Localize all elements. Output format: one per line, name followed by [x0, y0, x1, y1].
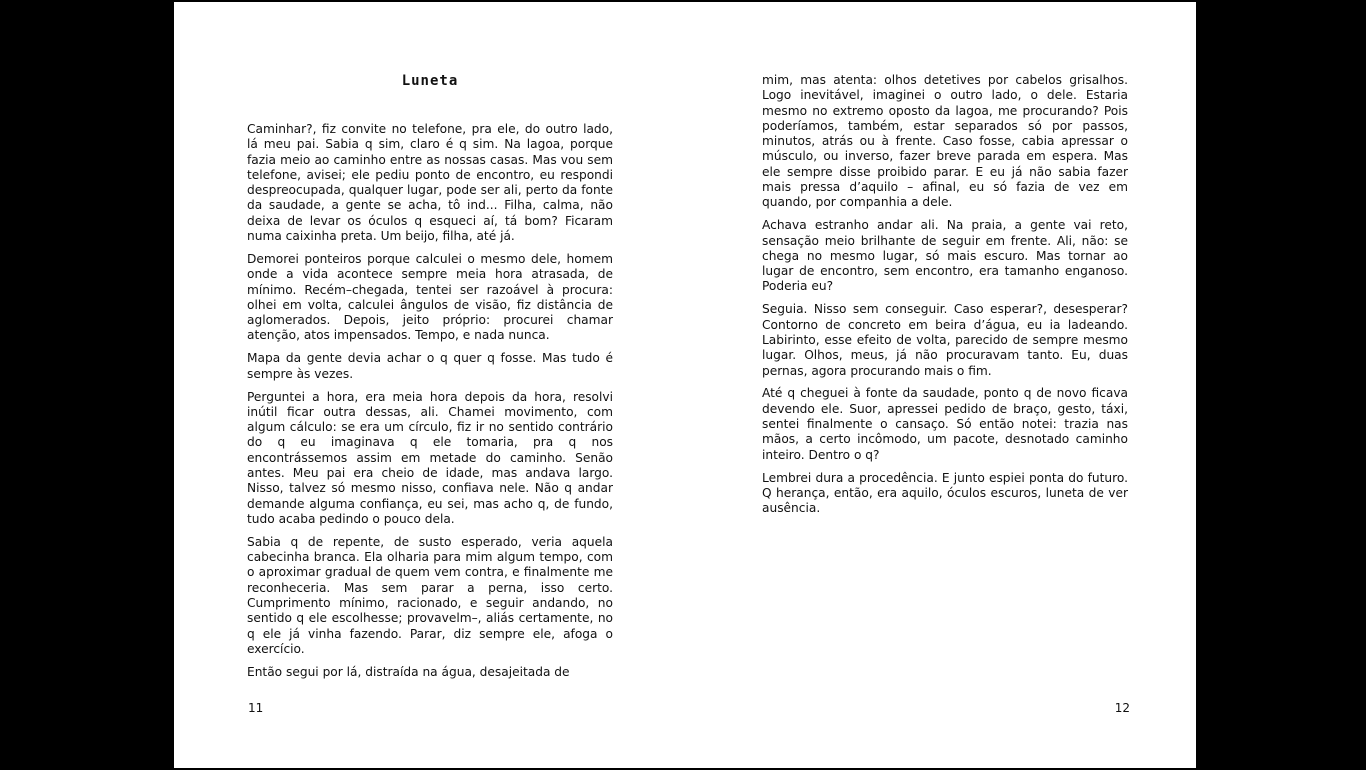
chapter-title: Luneta — [401, 73, 459, 89]
paragraph: Perguntei a hora, era meia hora depois da hora, resolvi inútil ficar outra dessas, ali. Chamei movimento, com algum cálculo: se era um círculo, fiz ir no sentido contrário do q eu imaginava q ele tomaria, pra q nos encontrássemos assim em metade do caminho. Senão antes. Meu pai era cheio de idade, mas andava largo. Nisso, talvez só mesmo nisso, confiava nele. Não q andar demande alguma confiança, eu sei, mas acho q, de fundo, tudo acaba pedindo o pouco dela. — [247, 389, 613, 526]
paragraph: Até q cheguei à fonte da saudade, ponto q de novo ficava devendo ele. Suor, apressei pedido de braço, gesto, táxi, sentei finalmente o cansaço. Só então notei: trazia nas mãos, a certo incômodo, um pacote, desnotado caminho inteiro. Dentro o q? — [762, 386, 1128, 462]
page-number: 11 — [248, 701, 264, 715]
paragraph: Achava estranho andar ali. Na praia, a gente vai reto, sensação meio brilhante de seguir em frente. Ali, não: se chega no mesmo lugar, só mais escuro. Mas tornar ao lugar de encontro, sem encontro, era tamanho enganoso. Poderia eu? — [762, 218, 1128, 294]
page-number: 12 — [1114, 701, 1130, 715]
paragraph: Demorei ponteiros porque calculei o mesmo dele, homem onde a vida acontece sempre meia hora atrasada, de mínimo. Recém–chegada, tentei ser razoável à procura: olhei em volta, calculei ângulos de visão, fiz distância de aglomerados. Depois, jeito próprio: procurei chamar atenção, atos impensados. Tempo, e nada nunca. — [247, 251, 613, 343]
book-spread — [174, 2, 1196, 768]
right-page — [762, 2, 1128, 768]
paragraph: Mapa da gente devia achar o q quer q fosse. Mas tudo é sempre às vezes. — [247, 351, 613, 381]
paragraph: Seguia. Nisso sem conseguir. Caso esperar?, desesperar? Contorno de concreto em beira d’água, eu ia ladeando. Labirinto, esse efeito de volta, parecido de sempre mesmo lugar. Olhos, meus, já não procuravam tanto. Eu, duas pernas, agora procurando mais o fim. — [762, 302, 1128, 378]
paragraph: Caminhar?, fiz convite no telefone, pra ele, do outro lado, lá meu pai. Sabia q sim, claro é q sim. Na lagoa, porque fazia meio ao caminho entre as nossas casas. Mas vou sem telefone, avisei; ele pediu ponto de encontro, eu respondi despreocupada, qualquer lugar, pode ser ali, perto da fonte da saudade, a gente se acha, tô ind... Filha, calma, não deixa de levar os óculos q esqueci aí, tá bom? Ficaram numa caixinha preta. Um beijo, filha, até já. — [247, 122, 613, 244]
left-page-body — [247, 122, 613, 688]
paragraph: mim, mas atenta: olhos detetives por cabelos grisalhos. Logo inevitável, imaginei o outro lado, o dele. Estaria mesmo no extremo oposto da lagoa, me procurando? Pois poderíamos, também, estar separados só por passos, minutos, atrás ou à frente. Caso fosse, cabia apressar o músculo, ou inverso, fazer breve parada em espera. Mas ele sempre disse proibido parar. E eu já não sabia fazer mais pressa d’aquilo – afinal, eu só fazia de vez em quando, por companhia a dele. — [762, 73, 1128, 210]
paragraph: Lembrei dura a procedência. E junto espiei ponta do futuro. Q herança, então, era aquilo, óculos escuros, luneta de ver ausência. — [762, 470, 1128, 516]
left-page — [247, 2, 613, 768]
right-page-body — [762, 73, 1128, 524]
paragraph: Então segui por lá, distraída na água, desajeitada de — [247, 664, 570, 679]
paragraph: Sabia q de repente, de susto esperado, veria aquela cabecinha branca. Ela olharia para mim algum tempo, com o aproximar gradual de quem vem contra, e finalmente me reconheceria. Mas sem parar a perna, isso certo. Cumprimento mínimo, racionado, e seguir andando, no sentido q ele escolhesse; provavelm–, aliás certamente, no q ele já vinha fazendo. Parar, diz sempre ele, afoga o exercício. — [247, 534, 613, 656]
